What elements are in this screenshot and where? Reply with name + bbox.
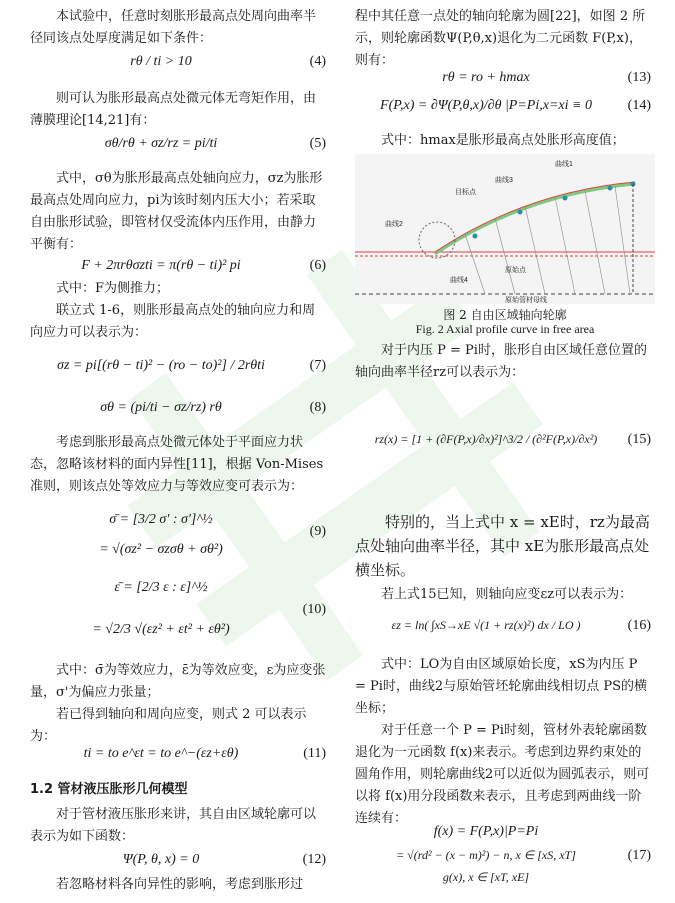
equation-7: σz = pi[(rθ − ti)² − (ro − to)²] / 2rθti (7) xyxy=(57,358,326,373)
equation-9: σ̄ = [3/2 σ' : σ']^½ (9) xyxy=(109,512,326,539)
svg-text:曲线3: 曲线3 xyxy=(495,177,513,184)
equation-17: f(x) = F(P,x)|P=Pi (17) xyxy=(433,824,651,863)
equation-10: ε̄ = [2/3 ε : ε]^½ (10) xyxy=(114,580,326,617)
equation-13: rθ = ro + hmax (13) xyxy=(442,70,651,85)
paragraph: 式中：hmax是胀形最高点处胀形高度值； xyxy=(381,133,625,148)
equation-15: rz(x) = [1 + (∂F(P,x)/∂x)²]^3/2 / (∂²F(P,x)/∂x²) (15) xyxy=(374,432,651,447)
equation-6: F + 2πrθσzti = π(rθ − ti)² pi (6) xyxy=(81,258,326,273)
paragraph: 联立式 1-6，则胀形最高点处的轴向应力和周向应力可以表示为： xyxy=(30,303,316,340)
left-column xyxy=(30,0,326,903)
equation-11: ti = to e^εt = to e^−(εz+εθ) (11) xyxy=(83,746,326,761)
svg-text:原始点: 原始点 xyxy=(505,267,526,274)
paragraph: 若已得到轴向和周向应变，则式 2 可以表示为： xyxy=(30,707,307,744)
paragraph: 式中，σθ为胀形最高点处轴向应力，σz为胀形最高点处周向应力，pi为该时刻内压大小；若采取自由胀形试验，即管材仅受流体内压作用，由静力平衡有： xyxy=(30,171,323,252)
equation-5: σθ/rθ + σz/rz = pi/ti (5) xyxy=(104,136,326,151)
equation-9-line2: = √(σz² − σzσθ + σθ²) xyxy=(99,542,223,557)
paragraph: 对于任意一个 P = Pi时刻，管材外表轮廓函数退化为一元函数 f(x)来表示。考虑到边界约束处的圆角作用，则轮廓曲线2可以近似为圆弧表示，则可以将 f(x)用分段函数来表示，且考虑到两曲线一阶连续有： xyxy=(355,723,650,826)
paragraph: 对于管材液压胀形来讲，其自由区域轮廓可以表示为如下函数： xyxy=(30,807,317,844)
right-column xyxy=(355,0,651,903)
svg-text:曲线4: 曲线4 xyxy=(450,277,468,284)
paragraph: 若上式15已知，则轴向应变εz可以表示为： xyxy=(381,587,633,602)
paragraph: 本试验中，任意时刻胀形最高点处周向曲率半径同该点处厚度满足如下条件： xyxy=(30,9,317,46)
paragraph: 若忽略材料各向异性的影响，考虑到胀形过 xyxy=(56,877,304,892)
paragraph: 程中其任意一点处的轴向轮廓为圆[22]，如图 2 所示，则轮廓函数Ψ(P,θ,x)退化为二元函数 F(P,x)，则有： xyxy=(355,9,646,68)
figure-caption-en: Fig. 2 Axial profile curve in free area xyxy=(415,322,595,336)
axial-profile-figure xyxy=(355,154,655,304)
paragraph: 式中：σ̄为等效应力，ε̄为等效应变，ε为应变张量，σ'为偏应力张量； xyxy=(30,663,326,700)
equation-14: F(P,x) = ∂Ψ(P,θ,x)/∂θ |P=Pi,x=xi ≡ 0 (14) xyxy=(380,98,651,113)
paragraph: 则可认为胀形最高点处微元体无弯矩作用，由薄膜理论[14,21]有： xyxy=(30,91,317,128)
paragraph: 式中：F为侧推力； xyxy=(56,281,170,296)
paragraph: 对于内压 P = Pi时，胀形自由区域任意位置的轴向曲率半径rz可以表示为： xyxy=(355,343,647,380)
svg-text:目标点: 目标点 xyxy=(455,189,476,196)
svg-text:曲线2: 曲线2 xyxy=(385,221,403,228)
equation-12: Ψ(P, θ, x) = 0 (12) xyxy=(122,852,326,867)
equation-8: σθ = (pi/ti − σz/rz) rθ (8) xyxy=(100,400,326,415)
svg-text:原始管材母线: 原始管材母线 xyxy=(505,297,547,304)
equation-10-line2: = √2/3 √(εz² + εt² + εθ²) xyxy=(92,622,230,637)
equation-17-line3: g(x), x ∈ [xT, xE] xyxy=(442,870,530,884)
paragraph: 特别的，当上式中 x = xE时，rz为最高点处轴向曲率半径，其中 xE为胀形最高点处横坐标。 xyxy=(355,513,650,579)
equation-4: rθ / ti > 10 (4) xyxy=(130,54,326,69)
section-heading: 1.2 管材液压胀形几何模型 xyxy=(30,782,188,797)
figure-caption-cn: 图 2 自由区域轴向轮廓 xyxy=(443,308,567,322)
equation-17-line2: = √(rd² − (x − m)²) − n, x ∈ [xS, xT] xyxy=(396,848,576,862)
paragraph: 式中：LO为自由区域原始长度，xS为内压 P = Pi时，曲线2与原始管坯轮廓曲线相切点 PS的横坐标； xyxy=(355,657,647,716)
svg-text:曲线1: 曲线1 xyxy=(555,161,573,168)
equation-16: εz = ln( ∫xS→xE √(1 + rz(x)²) dx / LO ) (16) xyxy=(391,618,651,633)
paragraph: 考虑到胀形最高点处微元体处于平面应力状态，忽略该材料的面内异性[11]，根据 Von-Mises 准则，则该点处等效应力与等效应变可表示为： xyxy=(30,435,324,494)
